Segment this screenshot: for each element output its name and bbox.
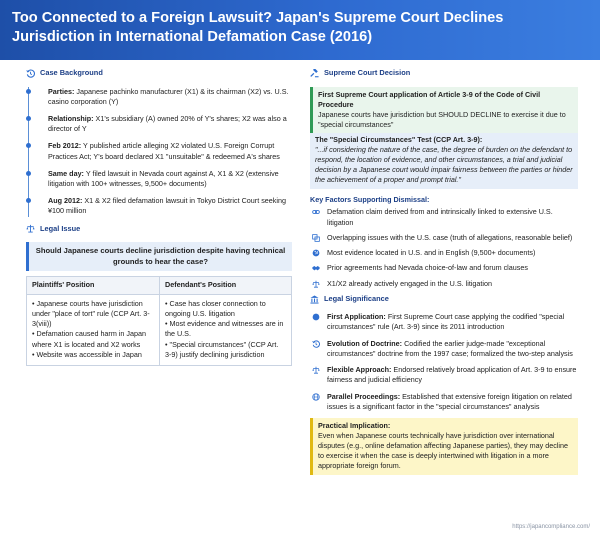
timeline-item <box>48 169 292 189</box>
defendants-heading: Defendant's Position <box>160 277 291 294</box>
plaintiff-point: • Japanese courts have jurisdiction under "place of tort" rule (CCP Art. 3-3(viii)) <box>32 298 150 329</box>
key-factor-text: Defamation claim derived from and intrinsically linked to extensive U.S. litigation <box>327 207 553 227</box>
right-column <box>310 68 578 475</box>
key-factor-text: Most evidence located in U.S. and in English (9,500+ documents) <box>327 248 536 258</box>
positions-table <box>26 276 292 366</box>
timeline-label: Same day: <box>48 168 84 178</box>
handshake-icon <box>312 264 320 272</box>
first-application-text: Japanese courts have jurisdiction but SHOULD DECLINE to exercise it due to "special circumstances" <box>318 109 566 129</box>
left-column <box>26 68 292 366</box>
page-title: Too Connected to a Foreign Lawsuit? Japan's Supreme Court Declines Jurisdiction in International Defamation Case (2016) <box>12 10 504 46</box>
history-icon <box>312 340 320 348</box>
defendants-column <box>159 277 291 365</box>
legal-significance-title: Legal Significance <box>324 293 389 303</box>
timeline-label: Relationship: <box>48 113 94 123</box>
key-factor-text: X1/X2 already actively engaged in the U.S. litigation <box>327 278 493 288</box>
link-icon <box>312 208 320 216</box>
timeline-item <box>48 114 292 134</box>
significance-label: First Application: <box>327 312 386 322</box>
practical-implication-text: Even when Japanese courts technically have jurisdiction over international disputes (e.g., online defamation affecting Japanese parties), they may decline to exercise it when the case is deeply intertwined with litigation in a more appropriate foreign forum. <box>318 431 568 471</box>
timeline-text: Japanese pachinko manufacturer (X1) & its chairman (X2) vs. U.S. casino corporation (Y) <box>48 86 289 106</box>
key-factors-title: Key Factors Supporting Dismissal: <box>310 195 430 205</box>
defendant-point: • "Special circumstances" (CCP Art. 3-9) justify declining jurisdiction <box>165 339 279 359</box>
timeline-text: X1 & X2 filed defamation lawsuit in Tokyo District Court seeking ¥100 million <box>48 196 286 216</box>
plaintiff-point: • Website was accessible in Japan <box>32 349 142 359</box>
test-quote: "...if considering the nature of the case, the degree of burden on the defendant to respond, the location of evidence, and other circumstances, a trial and judicial decision by a Japanese court would impair fairness between the parties or hinder the achievement of a proper and prompt trial." <box>315 144 573 185</box>
key-factor-item <box>310 279 578 289</box>
legal-issue-title: Legal Issue <box>40 223 81 233</box>
significance-text: Codified the earlier judge-made "exceptional circumstances" doctrine from the 1997 case; formalized the two-step analysis <box>327 338 573 358</box>
supreme-court-heading <box>310 68 578 79</box>
star-icon <box>312 313 320 321</box>
significance-item <box>310 312 578 332</box>
institution-icon <box>310 295 319 304</box>
key-factor-item <box>310 248 578 258</box>
overlap-icon <box>312 234 320 242</box>
significance-text: Established that extensive foreign litigation on related issues is a significant factor in the "special circumstances" analysis <box>327 391 572 411</box>
globe-icon <box>312 249 320 257</box>
timeline-label: Parties: <box>48 86 75 96</box>
significance-label: Parallel Proceedings: <box>327 391 401 401</box>
first-application-box <box>310 87 578 133</box>
scale-icon <box>26 224 35 233</box>
plaintiffs-heading: Plaintiffs' Position <box>27 277 159 294</box>
gavel-icon <box>310 69 319 78</box>
practical-implication-box <box>310 418 578 475</box>
source-url: https://japancompliance.com/ <box>512 524 590 531</box>
defendant-point: • Most evidence and witnesses are in the U.S. <box>165 319 284 339</box>
timeline-text: Y filed lawsuit in Nevada court against A, X1 & X2 (extensive litigation with 100+ witnesses, 9,500+ documents) <box>48 168 279 189</box>
key-factor-text: Prior agreements had Nevada choice-of-law and forum clauses <box>327 263 528 273</box>
significance-item <box>310 365 578 385</box>
case-background-title: Case Background <box>40 68 103 77</box>
key-factors-list <box>310 207 578 288</box>
scale-icon <box>312 280 320 288</box>
legal-question: Should Japanese courts decline jurisdiction despite having technical grounds to hear the case? <box>26 242 292 271</box>
legal-significance-heading <box>310 294 578 305</box>
supreme-court-title: Supreme Court Decision <box>324 68 411 77</box>
defendants-points <box>160 295 291 365</box>
significance-list <box>310 312 578 412</box>
key-factor-item <box>310 263 578 273</box>
significance-label: Evolution of Doctrine: <box>327 338 403 348</box>
plaintiff-point: • Defamation caused harm in Japan where X1 is located and X2 works <box>32 329 146 349</box>
significance-label: Flexible Approach: <box>327 365 392 375</box>
scale-icon <box>312 366 320 374</box>
significance-text: First Supreme Court case applying the codified "special circumstances" rule (Art. 3-9) since its 2011 introduction <box>327 312 565 332</box>
page-header <box>0 0 600 60</box>
practical-implication-title: Practical Implication: <box>318 421 391 431</box>
test-title: The "Special Circumstances" Test (CCP Art. 3-9): <box>315 134 483 144</box>
significance-item <box>310 339 578 359</box>
defendant-point: • Case has closer connection to ongoing U.S. litigation <box>165 298 266 318</box>
globe-icon <box>312 393 320 401</box>
timeline-text: Y published article alleging X2 violated U.S. Foreign Corrupt Practices Act; Y's board declared X1 "unsuitable" & redeemed A's shares <box>48 141 280 161</box>
history-icon <box>26 69 35 78</box>
timeline-item <box>48 196 292 216</box>
significance-text: Endorsed relatively broad application of Art. 3-9 to ensure fairness and judicial efficiency <box>327 365 577 385</box>
key-factor-item <box>310 207 578 227</box>
key-factor-text: Overlapping issues with the U.S. case (truth of allegations, reasonable belief) <box>327 232 573 242</box>
significance-item <box>310 392 578 412</box>
case-timeline <box>28 87 292 217</box>
first-application-title: First Supreme Court application of Article 3-9 of the Code of Civil Procedure <box>318 89 541 109</box>
timeline-label: Aug 2012: <box>48 196 83 206</box>
timeline-item <box>48 87 292 107</box>
plaintiffs-column <box>27 277 159 365</box>
timeline-text: X1's subsidiary (A) owned 20% of Y's shares; X2 was also a director of Y <box>48 113 287 134</box>
timeline-item <box>48 141 292 161</box>
timeline-label: Feb 2012: <box>48 141 82 151</box>
key-factor-item <box>310 233 578 243</box>
special-circumstances-test <box>310 133 578 189</box>
case-background-heading <box>26 68 292 79</box>
legal-issue-heading <box>26 224 292 235</box>
plaintiffs-points <box>27 295 159 365</box>
